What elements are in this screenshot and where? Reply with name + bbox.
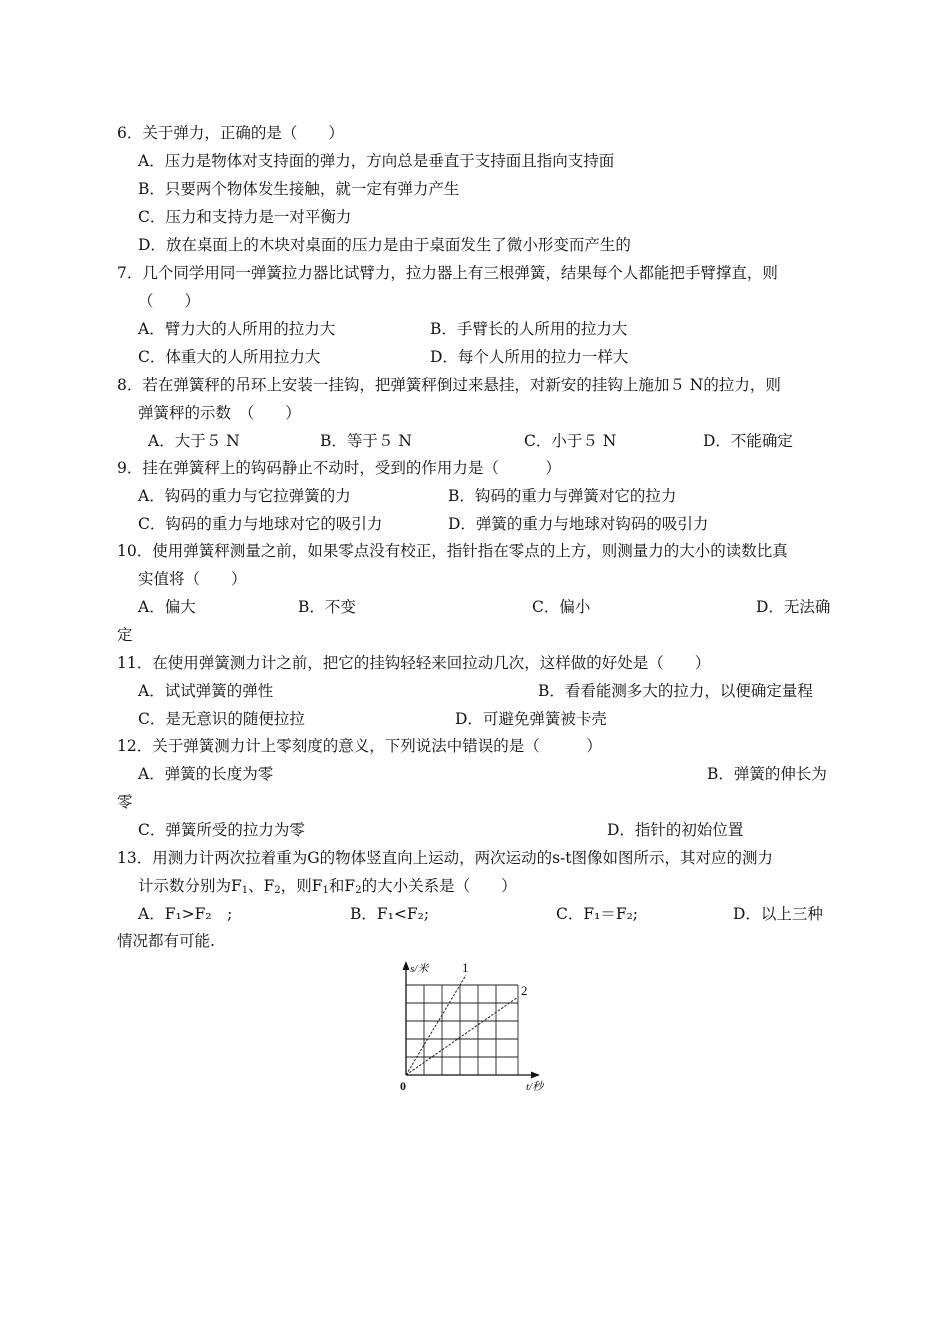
question-12-option-b-wrap: 零 <box>117 793 133 811</box>
question-9-option-a: A．钩码的重力与它拉弹簧的力 <box>138 487 351 505</box>
question-10-option-c: C．偏小 <box>532 598 591 616</box>
question-6-option-b: B．只要两个物体发生接触，就一定有弹力产生 <box>138 180 460 198</box>
question-7-stem: 7．几个同学用同一弹簧拉力器比试臂力，拉力器上有三根弹簧，结果每个人都能把手臂撑直，则 <box>117 264 778 282</box>
question-7-option-b: B．手臂长的人所用的拉力大 <box>430 320 628 338</box>
question-8-option-c: C．小于５ N <box>524 432 617 450</box>
graph-line-2 <box>406 997 518 1075</box>
question-11-option-b: B．看看能测多大的拉力，以便确定量程 <box>538 682 813 700</box>
graph-grid <box>406 985 518 1075</box>
question-10-option-b: B．不变 <box>298 598 356 616</box>
question-13-option-a: A．F₁>F₂ ; <box>138 905 233 923</box>
question-8-option-a: A．大于５ N <box>148 432 240 450</box>
question-9-option-b: B．钩码的重力与弹簧对它的拉力 <box>448 487 677 505</box>
question-10-stem-continued: 实值将（ ） <box>138 570 247 588</box>
s-t-graph-figure <box>392 957 552 1097</box>
graph-x-axis-label: t/秒 <box>526 1081 544 1093</box>
y-axis-arrow-icon <box>403 961 410 970</box>
question-13-option-d-wrap: 情况都有可能. <box>117 932 215 950</box>
question-11-option-c: C．是无意识的随便拉拉 <box>138 710 305 728</box>
question-12-option-d: D．指针的初始位置 <box>607 821 744 839</box>
graph-line-1 <box>406 975 466 1075</box>
question-13-stem: 13．用测力计两次拉着重为G的物体竖直向上运动，两次运动的s-t图像如图所示，其对应的测力 <box>117 849 774 867</box>
question-11-option-a: A．试试弹簧的弹性 <box>138 682 274 700</box>
question-13-stem-continued: 计示数分别为$F_1$、$F_2$，则$F_1$和$F_2$的大小关系是（ ） <box>138 877 517 896</box>
question-10-option-d: D．无法确 <box>756 598 831 616</box>
question-12-option-a: A．弹簧的长度为零 <box>138 765 274 783</box>
question-13-option-b: B．F₁<F₂; <box>350 905 430 923</box>
question-10-option-a: A．偏大 <box>138 598 196 616</box>
graph-y-axis-label: s/米 <box>410 963 429 975</box>
question-8-option-d: D．不能确定 <box>703 432 793 450</box>
question-7-option-a: A．臂力大的人所用的拉力大 <box>138 320 336 338</box>
question-6-stem: 6．关于弹力，正确的是（ ） <box>117 124 344 142</box>
question-10-option-d-wrap: 定 <box>117 626 133 644</box>
question-11-stem: 11．在使用弹簧测力计之前，把它的挂钩轻轻来回拉动几次，这样做的好处是（ ） <box>117 654 711 672</box>
question-8-stem: 8．若在弹簧秤的吊环上安装一挂钩，把弹簧秤倒过来悬挂，对新安的挂钩上施加５ N的拉力，则 <box>117 376 781 394</box>
graph-line-2-label: 2 <box>521 983 528 998</box>
question-6-option-d: D．放在桌面上的木块对桌面的压力是由于桌面发生了微小形变而产生的 <box>138 236 631 254</box>
question-12-stem: 12．关于弹簧测力计上零刻度的意义，下列说法中错误的是（ ） <box>117 737 602 755</box>
question-11-option-d: D．可避免弹簧被卡壳 <box>455 710 607 728</box>
question-12-option-b: B．弹簧的伸长为 <box>707 765 827 783</box>
question-7-option-d: D．每个人所用的拉力一样大 <box>430 348 629 366</box>
question-6-option-a: A．压力是物体对支持面的弹力，方向总是垂直于支持面且指向支持面 <box>138 152 615 170</box>
question-10-stem: 10．使用弹簧秤测量之前，如果零点没有校正，指针指在零点的上方，则测量力的大小的读数比真 <box>117 542 788 560</box>
question-9-option-d: D．弹簧的重力与地球对钩码的吸引力 <box>448 515 709 533</box>
question-7-stem-continued: （ ） <box>138 292 201 310</box>
question-13-option-d: D．以上三种 <box>733 905 823 923</box>
graph-line-1-label: 1 <box>462 960 469 975</box>
question-9-stem: 9．挂在弹簧秤上的钩码静止不动时，受到的作用力是（ ） <box>117 459 561 477</box>
x-axis-arrow-icon <box>531 1072 540 1079</box>
question-8-stem-continued: 弹簧秤的示数 （ ） <box>138 404 301 422</box>
question-8-option-b: B．等于５ N <box>320 432 412 450</box>
graph-origin-label: 0 <box>400 1079 406 1093</box>
question-12-option-c: C．弹簧所受的拉力为零 <box>138 821 305 839</box>
question-9-option-c: C．钩码的重力与地球对它的吸引力 <box>138 515 383 533</box>
question-13-option-c: C．F₁＝F₂; <box>556 905 639 923</box>
question-7-option-c: C．体重大的人所用拉力大 <box>138 348 321 366</box>
question-6-option-c: C．压力和支持力是一对平衡力 <box>138 208 352 226</box>
